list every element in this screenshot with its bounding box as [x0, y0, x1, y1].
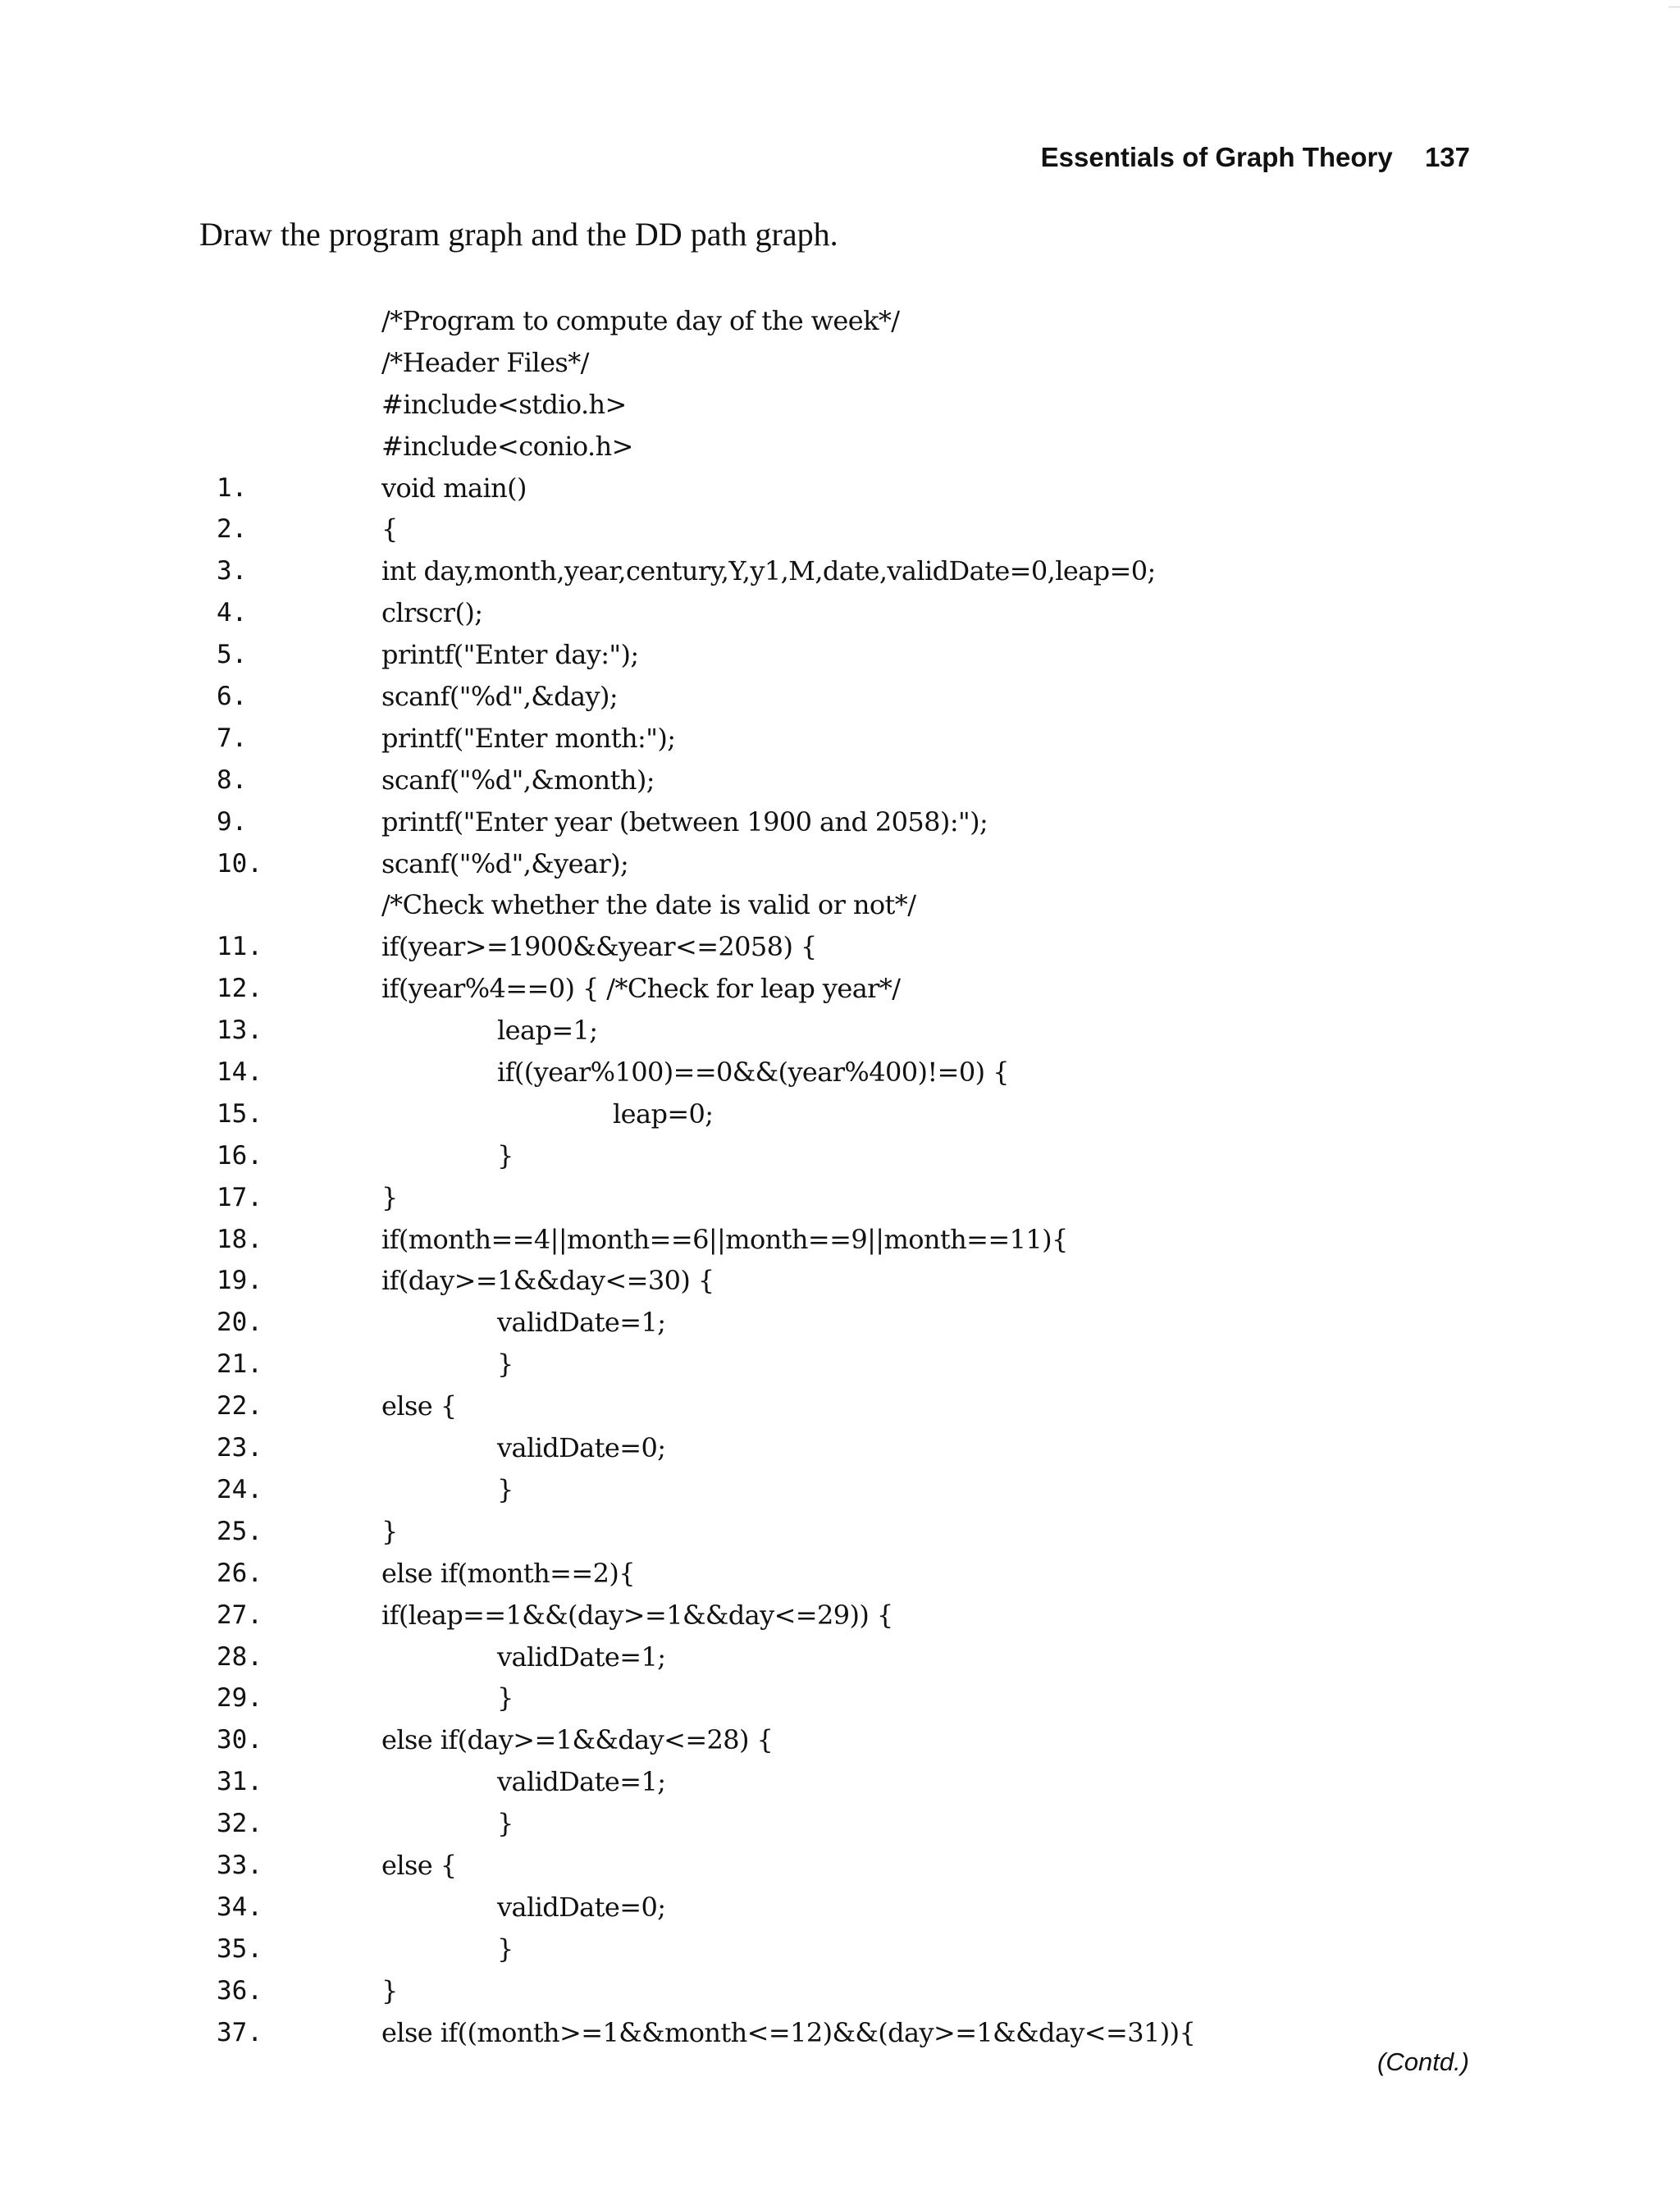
- code-line: [0, 1636, 1680, 1678]
- code-line: [0, 509, 1680, 550]
- code-line: [0, 1803, 1680, 1845]
- code-text: }: [497, 1473, 514, 1505]
- line-number: 25.: [217, 1516, 262, 1546]
- code-text: int day,month,year,century,Y,y1,M,date,validDate=0,leap=0;: [381, 555, 1156, 587]
- code-text: }: [497, 1682, 514, 1714]
- code-text: if((year%100)==0&&(year%400)!=0) {: [497, 1057, 1009, 1089]
- code-line: [0, 1177, 1680, 1219]
- code-line: [0, 968, 1680, 1010]
- line-number: 33.: [217, 1850, 262, 1880]
- code-line: [0, 1260, 1680, 1302]
- line-number: 19.: [217, 1266, 262, 1296]
- line-number: 20.: [217, 1308, 262, 1338]
- code-text: }: [497, 1139, 514, 1171]
- code-line: [0, 592, 1680, 634]
- code-text: /*Check whether the date is valid or not*/: [381, 889, 916, 921]
- line-number: 7.: [217, 723, 248, 753]
- line-number: 30.: [217, 1725, 262, 1755]
- line-number: 6.: [217, 682, 248, 712]
- line-number: 37.: [217, 2017, 262, 2047]
- code-text: if(year>=1900&&year<=2058) {: [381, 931, 817, 963]
- code-line: [0, 1385, 1680, 1427]
- code-line: [0, 550, 1680, 592]
- line-number: 18.: [217, 1224, 262, 1254]
- line-number: 14.: [217, 1057, 262, 1088]
- code-line: [0, 1845, 1680, 1887]
- code-text: else if(month==2){: [381, 1557, 635, 1589]
- line-number: 21.: [217, 1349, 262, 1380]
- code-text: /*Program to compute day of the week*/: [381, 305, 900, 336]
- line-number: 3.: [217, 556, 248, 587]
- chapter-title: Essentials of Graph Theory: [1040, 142, 1393, 172]
- line-number: 4.: [217, 598, 248, 628]
- code-text: leap=1;: [497, 1015, 598, 1047]
- code-text: printf("Enter year (between 1900 and 2058):");: [381, 806, 988, 838]
- code-text: }: [381, 1181, 398, 1213]
- line-number: 1.: [217, 472, 248, 503]
- code-text: validDate=1;: [497, 1641, 666, 1673]
- line-number: 5.: [217, 640, 248, 670]
- code-line: [0, 384, 1680, 426]
- line-number: 32.: [217, 1809, 262, 1839]
- line-number: 31.: [217, 1767, 262, 1797]
- line-number: 15.: [217, 1098, 262, 1129]
- code-line: [0, 1928, 1680, 1970]
- line-number: 22.: [217, 1391, 262, 1422]
- line-number: 10.: [217, 848, 262, 879]
- line-number: 8.: [217, 765, 248, 795]
- code-line: [0, 1219, 1680, 1261]
- line-number: 34.: [217, 1892, 262, 1922]
- code-line: [0, 1511, 1680, 1553]
- code-line: [0, 926, 1680, 968]
- code-text: if(leap==1&&(day>=1&&day<=29)) {: [381, 1599, 893, 1631]
- line-number: 28.: [217, 1641, 262, 1672]
- code-line: [0, 718, 1680, 760]
- code-text: if(day>=1&&day<=30) {: [381, 1265, 714, 1297]
- code-text: #include<stdio.h>: [381, 388, 627, 420]
- line-number: 29.: [217, 1683, 262, 1714]
- code-line: [0, 468, 1680, 509]
- code-text: printf("Enter day:");: [381, 639, 639, 671]
- code-text: else if((month>=1&&month<=12)&&(day>=1&&day<=31)){: [381, 2016, 1196, 2048]
- code-line: [0, 676, 1680, 718]
- code-text: validDate=0;: [497, 1891, 666, 1923]
- code-text: validDate=1;: [497, 1307, 666, 1339]
- code-line: [0, 1052, 1680, 1093]
- line-number: 35.: [217, 1933, 262, 1964]
- code-line: [0, 801, 1680, 843]
- code-line: [0, 884, 1680, 926]
- code-line: [0, 1887, 1680, 1928]
- line-number: 24.: [217, 1474, 262, 1504]
- code-line: [0, 1719, 1680, 1761]
- continued-note: (Contd.): [1377, 2047, 1469, 2076]
- code-line: [0, 1677, 1680, 1719]
- code-line: [0, 1427, 1680, 1469]
- line-number: 2.: [217, 514, 248, 545]
- code-line: [0, 300, 1680, 342]
- exercise-prompt: Draw the program graph and the DD path graph.: [199, 216, 838, 253]
- code-text: leap=0;: [613, 1098, 714, 1130]
- line-number: 27.: [217, 1600, 262, 1630]
- code-listing: [0, 300, 1680, 2053]
- code-text: clrscr();: [381, 597, 483, 629]
- line-number: 13.: [217, 1016, 262, 1046]
- code-text: validDate=1;: [497, 1766, 666, 1798]
- code-line: [0, 1761, 1680, 1803]
- code-line: [0, 1302, 1680, 1344]
- line-number: 23.: [217, 1433, 262, 1463]
- code-text: else {: [381, 1390, 457, 1422]
- line-number: 12.: [217, 974, 262, 1004]
- line-number: 17.: [217, 1182, 262, 1212]
- code-text: void main(): [381, 472, 527, 504]
- code-text: if(month==4||month==6||month==9||month==11){: [381, 1223, 1068, 1255]
- code-text: }: [497, 1349, 514, 1381]
- code-text: /*Header Files*/: [381, 346, 589, 378]
- code-line: [0, 1010, 1680, 1052]
- code-line: [0, 1553, 1680, 1595]
- line-number: 36.: [217, 1975, 262, 2006]
- code-text: else if(day>=1&&day<=28) {: [381, 1724, 774, 1756]
- code-text: scanf("%d",&year);: [381, 847, 629, 879]
- line-number: 11.: [217, 932, 262, 962]
- code-line: [0, 843, 1680, 885]
- code-text: if(year%4==0) { /*Check for leap year*/: [381, 973, 901, 1005]
- page-number: 137: [1424, 142, 1470, 172]
- code-text: #include<conio.h>: [381, 430, 633, 462]
- code-text: }: [497, 1808, 514, 1840]
- code-text: printf("Enter month:");: [381, 722, 676, 754]
- code-text: validDate=0;: [497, 1432, 666, 1464]
- code-text: scanf("%d",&day);: [381, 681, 619, 713]
- code-text: {: [381, 513, 398, 545]
- code-line: [0, 1093, 1680, 1135]
- code-line: [0, 1595, 1680, 1636]
- code-line: [0, 426, 1680, 468]
- code-line: [0, 634, 1680, 676]
- running-head: [1041, 138, 1470, 177]
- code-line: [0, 1970, 1680, 2012]
- line-number: 26.: [217, 1558, 262, 1588]
- code-text: scanf("%d",&month);: [381, 764, 655, 796]
- code-line: [0, 342, 1680, 384]
- code-text: }: [381, 1515, 398, 1547]
- line-number: 16.: [217, 1140, 262, 1171]
- line-number: 9.: [217, 806, 248, 837]
- scan-edge-mark: [1669, 0, 1680, 7]
- code-line: [0, 1469, 1680, 1511]
- code-line: [0, 760, 1680, 801]
- code-text: }: [497, 1933, 514, 1965]
- code-text: }: [381, 1974, 398, 2006]
- code-text: else {: [381, 1849, 457, 1881]
- code-line: [0, 1135, 1680, 1177]
- code-line: [0, 1344, 1680, 1385]
